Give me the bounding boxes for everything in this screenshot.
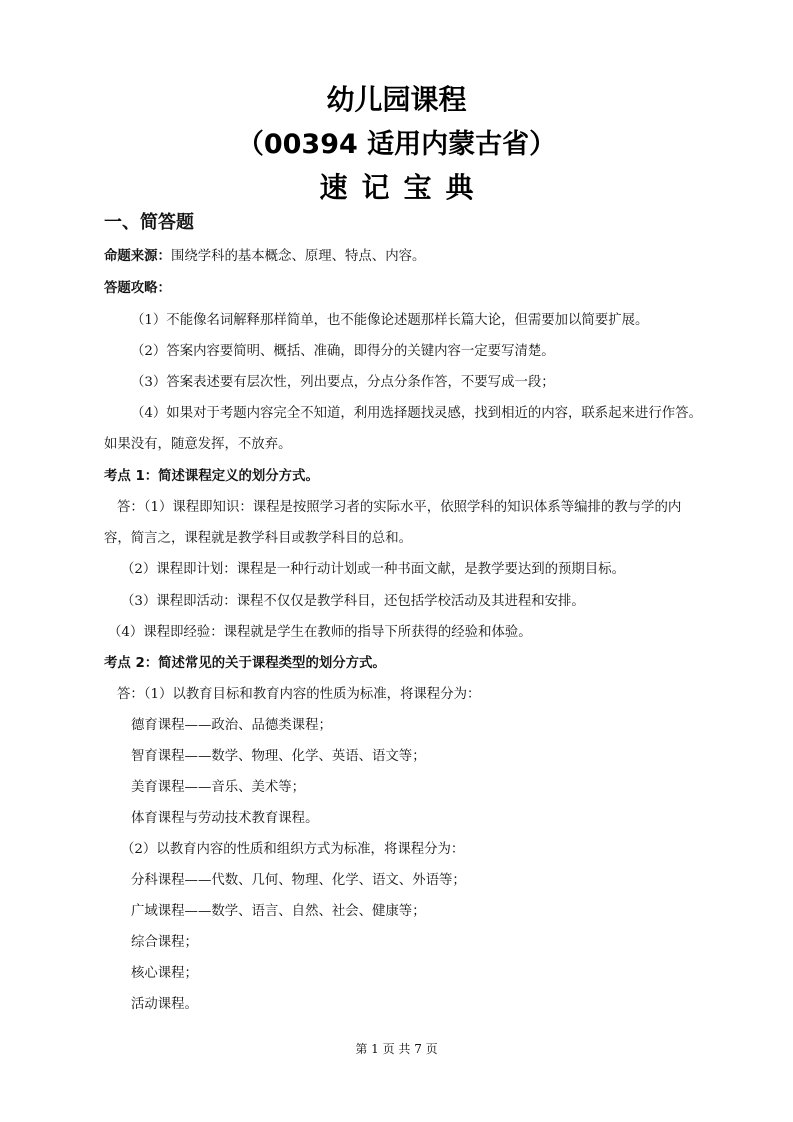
strategy-label: 答题攻略： [104,281,171,296]
doc-subtitle: （00394 适用内蒙古省） [236,129,557,160]
source-line [104,248,425,266]
doc-title-suffix: 速记宝典 [319,171,488,204]
strategy-item: （2）答案内容要简明、概括、准确，即得分的关键内容一定要写清楚。 [131,344,555,359]
doc-title: 幼儿园课程 [326,83,467,116]
point2-line: 德育课程——政治、品德类课程； [131,718,332,733]
section-heading: 一、简答题 [104,212,194,233]
point2-line: 美育课程——音乐、美术等； [131,780,306,795]
point2-line: 活动课程。 [131,997,198,1012]
point2-line: （2）以教育内容的性质和组织方式为标准，将课程分为： [121,842,465,857]
point2-line: 核心课程； [131,966,198,981]
strategy-label-line [104,280,171,298]
point2-line: 体育课程与劳动技术教育课程。 [131,811,319,826]
point2-line: 智育课程——数学、物理、化学、英语、语文等； [131,749,426,764]
point1-line: 答：（1）课程即知识：课程是按照学习者的实际水平，依照学科的知识体系等编排的教与学的内 [117,500,682,515]
strategy-item-cont: 如果没有，随意发挥，不放弃。 [104,437,292,452]
page-number: 第 1 页 共 7 页 [355,1042,438,1056]
point2-line: 答：（1）以教育目标和教育内容的性质为标准，将课程分为： [117,687,481,702]
point2-heading: 考点 2：简述常见的关于课程类型的划分方式。 [104,656,386,671]
strategy-item: （3）答案表述要有层次性，列出要点，分点分条作答，不要写成一段； [131,375,555,390]
point1-heading: 考点 1：简述课程定义的划分方式。 [104,469,319,484]
point1-line: （2）课程即计划：课程是一种行动计划或一种书面文献，是教学要达到的预期目标。 [121,562,625,577]
point1-line: （3）课程即活动：课程不仅仅是教学科目，还包括学校活动及其进程和安排。 [121,594,585,609]
point2-line: 广域课程——数学、语言、自然、社会、健康等； [131,904,426,919]
point2-line: 综合课程； [131,935,198,950]
point2-line: 分科课程——代数、几何、物理、化学、语文、外语等； [131,873,466,888]
source-label: 命题来源： [104,249,171,264]
strategy-item: （1）不能像名词解释那样简单，也不能像论述题那样长篇大论，但需要加以简要扩展。 [131,313,649,328]
strategy-item: （4）如果对于考题内容完全不知道，利用选择题找灵感，找到相近的内容，联系起来进行作答。 [131,406,702,421]
point1-line: （4）课程即经验：课程就是学生在教师的指导下所获得的经验和体验。 [108,625,532,640]
source-text: 围绕学科的基本概念、原理、特点、内容。 [170,249,426,264]
point1-line: 容，简言之，课程就是教学科目或教学科目的总和。 [104,531,412,546]
